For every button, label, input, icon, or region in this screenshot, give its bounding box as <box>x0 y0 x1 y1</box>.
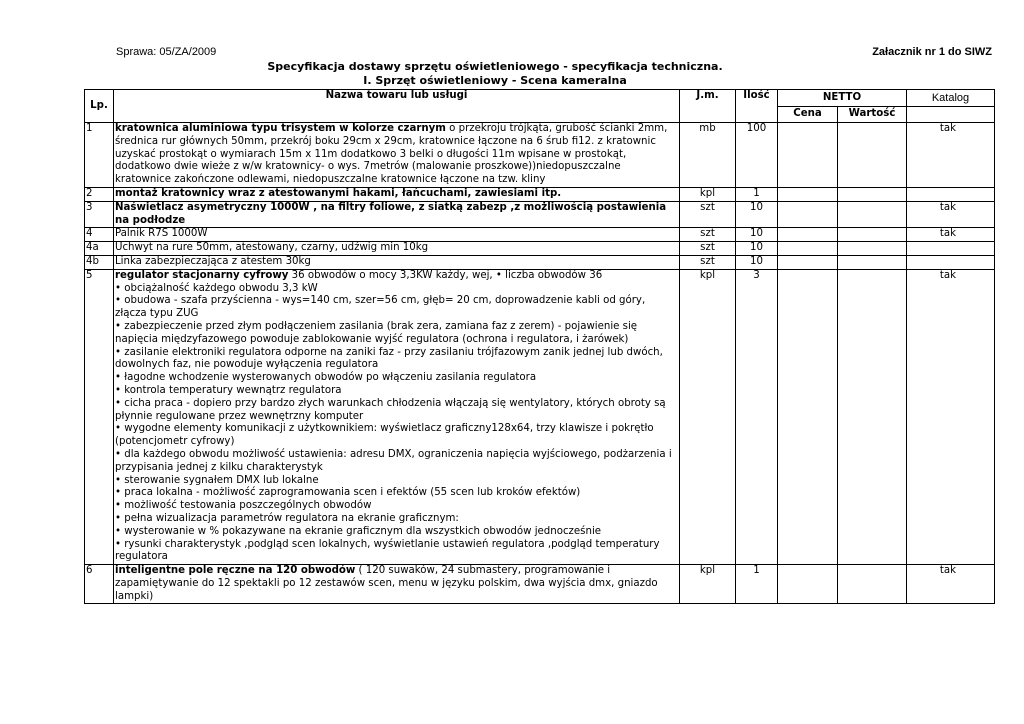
row-name-bold: montaż kratownicy wraz z atestowanymi hakami, łańcuchami, zawiesiami itp. <box>115 187 562 199</box>
row-name-text: ( 120 suwaków, 24 submastery, programowanie i zapamiętywanie do 12 spektakli po 12 zestawów scen, menu w języku polskim, dwa wyjścia dmx, gniazdo lampki) <box>115 565 658 602</box>
spec-bullet: • rysunki charakterystyk ,podgląd scen lokalnych, wyświetlanie ustawień regulatora ,podgląd temperatury regulatora <box>115 538 660 563</box>
row-unit: kpl <box>680 269 736 564</box>
row-catalog <box>907 255 995 269</box>
spec-bullet: • zabezpieczenie przed złym podłączeniem zasilania (brak zera, zamiana faz z zerem) - pojawienie się napięcia międzyfazowego powoduje zablokowanie wyjść regulatora (ochrona i regulatora, i żarówek) <box>115 320 638 345</box>
row-name-bold: inteligentne pole ręczne na 120 obwodów <box>115 565 356 577</box>
column-header-qty: Ilość <box>736 90 778 123</box>
row-price <box>778 187 838 201</box>
row-price <box>778 123 838 188</box>
row-qty: 1 <box>736 565 778 604</box>
spec-bullet: • łagodne wchodzenie wysterowanych obwodów po włączeniu zasilania regulatora <box>115 372 537 384</box>
row-name-text: 36 obwodów o mocy 3,3KW każdy, wej, • liczba obwodów 36 <box>288 269 603 281</box>
row-value <box>838 123 907 188</box>
table-row <box>85 242 995 256</box>
row-value <box>838 187 907 201</box>
row-catalog: tak <box>907 228 995 242</box>
spec-bullet: • sterowanie sygnałem DMX lub lokalne <box>115 474 319 486</box>
spec-bullet: • praca lokalna - możliwość zaprogramowania scen i efektów (55 scen lub kroków efektów) <box>115 487 581 499</box>
row-lp: 1 <box>85 123 114 188</box>
spec-bullet: • wygodne elementy komunikacji z użytkownikiem: wyświetlacz graficzny128x64, trzy klawisze i pokrętło (potencjometr cyfrowy) <box>115 423 654 448</box>
row-catalog: tak <box>907 123 995 188</box>
row-value <box>838 565 907 604</box>
table-row <box>85 201 995 228</box>
table-row <box>85 565 995 604</box>
row-unit: szt <box>680 242 736 256</box>
row-unit: szt <box>680 228 736 242</box>
row-price <box>778 201 838 228</box>
table-row <box>85 228 995 242</box>
row-name-bold: kratownica aluminiowa typu trisystem w kolorze czarnym <box>115 123 446 134</box>
row-price <box>778 255 838 269</box>
row-name <box>114 187 680 201</box>
row-name-text: o przekroju trójkąta, grubość ścianki 2mm, średnica rur głównych 50mm, przekrój boku 29cm x 29cm, kratownice łączone na 6 śrub fi12. z kratownic uzyskać prostokąt o wymiarach 15m x 11m dodatkowo 3 belki o długości 11m wpisane w prostokąt, dodatkowo dwie wieże z w/w kratownicy- o wys. 7metrów (malowanie proszkowe))niedopuszczalne kratownice zakończone odlewami, niedopuszczalne kratownice łączone na tzw. kliny <box>115 123 668 186</box>
spec-bullet: • wysterowanie w % pokazywane na ekranie graficznym dla wszystkich obwodów jednocześnie <box>115 525 602 537</box>
row-value <box>838 269 907 564</box>
row-qty: 100 <box>736 123 778 188</box>
row-name-bold: Naświetlacz asymetryczny 1000W , na filtry foliowe, z siatką zabezp ,z możliwością postawienia na podłodze <box>115 201 667 226</box>
spec-bullet: • dla każdego obwodu możliwość ustawienia: adresu DMX, ograniczenia napięcia wyjściowego, podżarzenia i przypisania jednej z kilku charakterystyk <box>115 448 672 473</box>
row-name-text: Uchwyt na rure 50mm, atestowany, czarny, udźwig min 10kg <box>115 242 429 254</box>
row-unit: mb <box>680 123 736 188</box>
row-name <box>114 123 680 188</box>
row-catalog <box>907 242 995 256</box>
spec-bullet: • zasilanie elektroniki regulatora odporne na zaniki faz - przy zasilaniu trójfazowym zanik jednej lub dwóch, dowolnych faz, nie powoduje wyłączenia regulatora <box>115 346 663 371</box>
row-value <box>838 228 907 242</box>
row-unit: kpl <box>680 565 736 604</box>
table-row <box>85 255 995 269</box>
spec-bullet: • obudowa - szafa przyścienna - wys=140 cm, szer=56 cm, głęb= 20 cm, doprowadzenie kabli od góry, złącza typu ZUG <box>115 295 646 320</box>
section-title: I. Sprzęt oświetleniowy - Scena kameralna <box>363 74 627 87</box>
column-header-price: Cena <box>778 107 838 123</box>
row-name-text: Linka zabezpieczająca z atestem 30kg <box>115 255 311 267</box>
case-reference: Sprawa: 05/ZA/2009 <box>116 46 217 58</box>
row-price <box>778 242 838 256</box>
row-lp: 5 <box>85 269 114 564</box>
row-name <box>114 269 680 564</box>
column-header-value: Wartość <box>838 107 907 123</box>
spec-bullet: • cicha praca - dopiero przy bardzo złych warunkach chłodzenia włączają się wentylatory, których obroty są płynnie regulowane przez wewnętrzny komputer <box>115 397 666 422</box>
column-header-lp: Lp. <box>85 90 114 123</box>
row-value <box>838 242 907 256</box>
row-name <box>114 242 680 256</box>
row-lp: 4a <box>85 242 114 256</box>
row-value <box>838 201 907 228</box>
table-row <box>85 123 995 188</box>
column-header-catalog-blank <box>907 107 995 123</box>
row-lp: 3 <box>85 201 114 228</box>
row-catalog: tak <box>907 269 995 564</box>
row-unit: szt <box>680 255 736 269</box>
row-qty: 1 <box>736 187 778 201</box>
row-name <box>114 565 680 604</box>
row-name <box>114 228 680 242</box>
column-header-name: Nazwa towaru lub usługi <box>114 90 680 123</box>
row-qty: 10 <box>736 255 778 269</box>
column-header-catalog: Katalog <box>907 90 995 107</box>
document-title: Specyfikacja dostawy sprzętu oświetleniowego - specyfikacja techniczna. <box>267 60 723 73</box>
spec-bullet: • możliwość testowania poszczególnych obwodów <box>115 500 372 512</box>
row-qty: 10 <box>736 201 778 228</box>
row-qty: 10 <box>736 242 778 256</box>
table-row <box>85 269 995 564</box>
row-qty: 3 <box>736 269 778 564</box>
spec-bullet: • pełna wizualizacja parametrów regulatora na ekranie graficznym: <box>115 512 459 524</box>
row-unit: kpl <box>680 187 736 201</box>
row-name <box>114 201 680 228</box>
row-price <box>778 228 838 242</box>
row-catalog: tak <box>907 201 995 228</box>
row-name-bold: regulator stacjonarny cyfrowy <box>115 269 289 281</box>
row-lp: 2 <box>85 187 114 201</box>
row-lp: 6 <box>85 565 114 604</box>
row-name-text: Palnik R7S 1000W <box>115 228 208 240</box>
spec-bullet: • kontrola temperatury wewnątrz regulatora <box>115 384 342 396</box>
spec-bullet: • obciążalność każdego obwodu 3,3 kW <box>115 282 318 294</box>
row-price <box>778 565 838 604</box>
row-lp: 4 <box>85 228 114 242</box>
row-lp: 4b <box>85 255 114 269</box>
row-catalog <box>907 187 995 201</box>
row-catalog: tak <box>907 565 995 604</box>
row-qty: 10 <box>736 228 778 242</box>
row-value <box>838 255 907 269</box>
row-price <box>778 269 838 564</box>
row-unit: szt <box>680 201 736 228</box>
attachment-label: Załacznik nr 1 do SIWZ <box>872 46 992 58</box>
row-name <box>114 255 680 269</box>
specification-table <box>84 89 995 604</box>
column-header-netto: NETTO <box>778 90 907 107</box>
table-row <box>85 187 995 201</box>
column-header-unit: J.m. <box>680 90 736 123</box>
